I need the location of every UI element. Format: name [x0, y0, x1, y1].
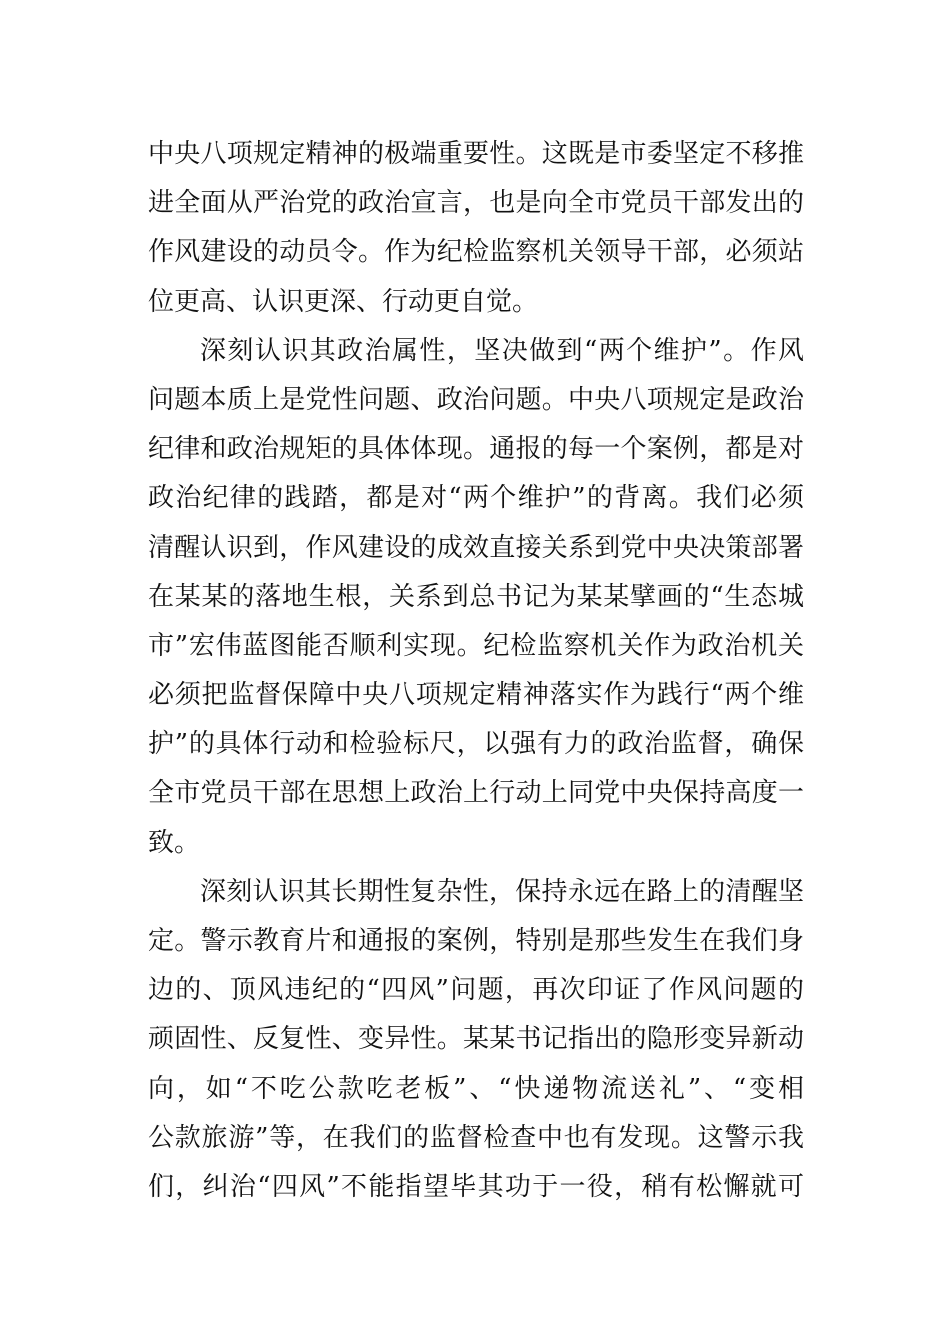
text-line: 全市党员干部在思想上政治上行动上同党中央保持高度一 — [148, 778, 804, 809]
document-body — [148, 130, 804, 1212]
text-line: 必须把监督保障中央八项规定精神落实作为践行“两个维 — [148, 680, 804, 711]
text-line: 向，如“不吃公款吃老板”、“快递物流送礼”、“变相 — [148, 1073, 804, 1104]
text-line: 政治纪律的践踏，都是对“两个维护”的背离。我们必须 — [148, 483, 804, 514]
text-line: 护”的具体行动和检验标尺，以强有力的政治监督，确保 — [148, 729, 804, 760]
text-line: 问题本质上是党性问题、政治问题。中央八项规定是政治 — [148, 384, 804, 415]
paragraph-first-line: 深刻认识其长期性复杂性，保持永远在路上的清醒坚 — [200, 876, 804, 907]
text-line: 公款旅游”等，在我们的监督检查中也有发现。这警示我 — [148, 1122, 804, 1153]
text-line: 们，纠治“四风”不能指望毕其功于一役，稍有松懈就可 — [148, 1171, 804, 1202]
text-line: 边的、顶风违纪的“四风”问题，再次印证了作风问题的 — [148, 975, 804, 1006]
text-line: 作风建设的动员令。作为纪检监察机关领导干部，必须站 — [148, 237, 804, 268]
text-line: 顽固性、反复性、变异性。某某书记指出的隐形变异新动 — [148, 1024, 804, 1055]
text-line: 市”宏伟蓝图能否顺利实现。纪检监察机关作为政治机关 — [148, 630, 804, 661]
text-line: 位更高、认识更深、行动更自觉。 — [148, 286, 539, 317]
text-line: 在某某的落地生根，关系到总书记为某某擘画的“生态城 — [148, 581, 804, 612]
text-line: 中央八项规定精神的极端重要性。这既是市委坚定不移推 — [148, 139, 804, 169]
text-line: 致。 — [148, 827, 201, 858]
text-line: 清醒认识到，作风建设的成效直接关系到党中央决策部署 — [148, 532, 804, 563]
paragraph-first-line: 深刻认识其政治属性，坚决做到“两个维护”。作风 — [200, 335, 804, 366]
text-line: 定。警示教育片和通报的案例，特别是那些发生在我们身 — [148, 926, 804, 956]
text-line: 纪律和政治规矩的具体体现。通报的每一个案例，都是对 — [148, 434, 804, 465]
text-line: 进全面从严治党的政治宣言，也是向全市党员干部发出的 — [148, 188, 804, 219]
